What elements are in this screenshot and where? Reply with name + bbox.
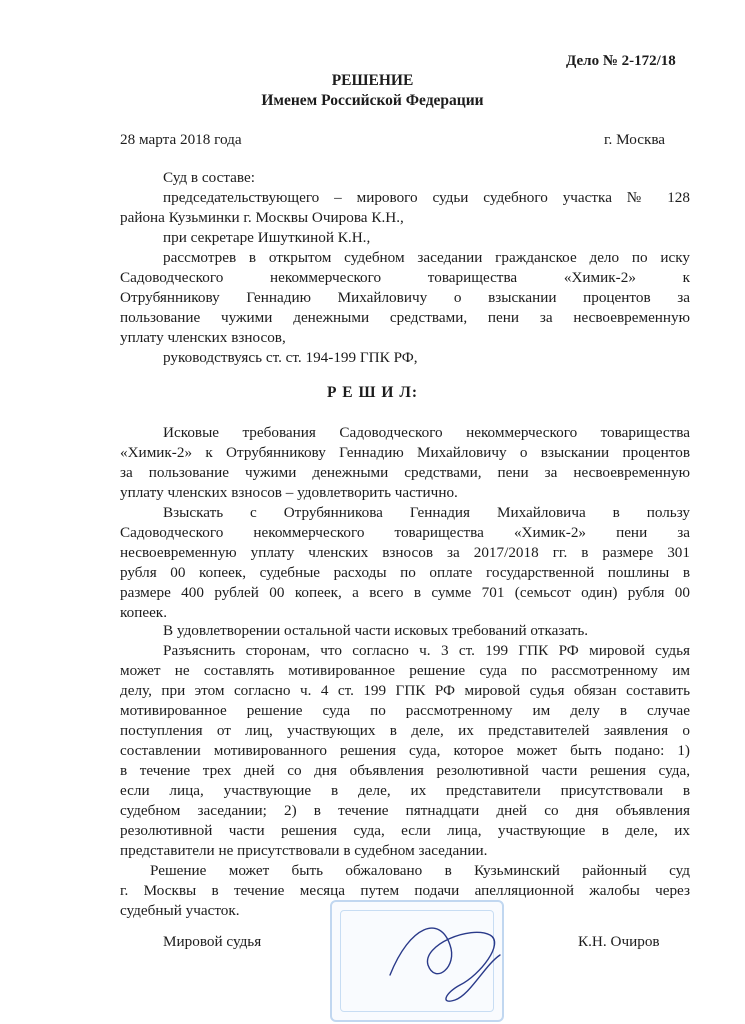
paragraph-line: г. Москвы в течение месяца путем подачи апелляционной жалобы через [120, 882, 690, 899]
paragraph-line: за пользование чужими денежными средствами, пени за несвоевременную [120, 464, 690, 481]
intro-line: при секретаре Ишуткиной К.Н., [163, 229, 371, 246]
paragraph-line: судебном заседании; 2) в течение пятнадцати дней со дня объявления [120, 802, 690, 819]
paragraph-line: Разъяснить сторонам, что согласно ч. 3 ст. 199 ГПК РФ мировой судья [163, 642, 690, 659]
paragraph-line: Решение может быть обжаловано в Кузьминский районный суд [150, 862, 690, 879]
paragraph-line: в течение трех дней со дня объявления резолютивной части решения суда, [120, 762, 690, 779]
paragraph-line: представители не присутствовали в судебном заседании. [120, 842, 488, 859]
document-subtitle: Именем Российской Федерации [261, 92, 484, 109]
judge-title: Мировой судья [163, 933, 262, 950]
paragraph-line: может не составлять мотивированное решение суда по рассмотренному им [120, 662, 690, 679]
paragraph-line: Взыскать с Отрубянникова Геннадия Михайловича в пользу [163, 504, 690, 521]
judge-name: К.Н. Очиров [578, 933, 660, 950]
paragraph-line: копеек. [120, 604, 167, 621]
decided-heading: Р Е Ш И Л: [326, 384, 419, 401]
paragraph-line: Садоводческого некоммерческого товарищества «Химик-2» пени за [120, 524, 690, 541]
intro-line: председательствующего – мирового судьи судебного участка № 128 [163, 189, 690, 206]
intro-line: пользование чужими денежными средствами, пени за несвоевременную [120, 309, 690, 326]
intro-line: Садоводческого некоммерческого товарищества «Химик-2» к [120, 269, 690, 286]
paragraph-line: В удовлетворении остальной части исковых требований отказать. [163, 622, 589, 639]
intro-line: руководствуясь ст. ст. 194-199 ГПК РФ, [163, 349, 418, 366]
paragraph-line: мотивированное решение суда по рассмотренному им делу в случае [120, 702, 690, 719]
intro-line: Суд в составе: [163, 169, 255, 186]
case-number: Дело № 2-172/18 [566, 53, 676, 69]
decision-city: г. Москва [604, 131, 666, 148]
intro-line: Отрубянникову Геннадию Михайловичу о взыскании процентов за [120, 289, 690, 306]
paragraph-line: резолютивной части решения суда, если лица, участвующие в деле, их [120, 822, 690, 839]
paragraph-line: несвоевременную уплату членских взносов за 2017/2018 гг. в размере 301 [120, 544, 690, 561]
paragraph-line: если лица, участвующие в деле, их представители присутствовали в [120, 782, 690, 799]
paragraph-line: судебный участок. [120, 902, 240, 919]
intro-line: рассмотрев в открытом судебном заседании гражданское дело по иску [163, 249, 690, 266]
intro-line: района Кузьминки г. Москвы Очирова К.Н., [120, 209, 404, 226]
paragraph-line: Исковые требования Садоводческого некоммерческого товарищества [163, 424, 690, 441]
paragraph-line: размере 400 рублей 00 копеек, а всего в сумме 701 (семьсот один) рубля 00 [120, 584, 690, 601]
signature-icon [380, 905, 510, 1015]
document-title: РЕШЕНИЕ [331, 72, 414, 89]
paragraph-line: рубля 00 копеек, судебные расходы по оплате государственной пошлины в [120, 564, 690, 581]
paragraph-line: составлении мотивированного решения суда, которое может быть подано: 1) [120, 742, 690, 759]
decision-date: 28 марта 2018 года [120, 131, 242, 148]
paragraph-line: уплату членских взносов – удовлетворить частично. [120, 484, 458, 501]
paragraph-line: поступления от лиц, участвующих в деле, их представителей заявления о [120, 722, 690, 739]
intro-line: уплату членских взносов, [120, 329, 286, 346]
paragraph-line: делу, при этом согласно ч. 4 ст. 199 ГПК РФ мировой судья обязан составить [120, 682, 690, 699]
paragraph-line: «Химик-2» к Отрубянникову Геннадию Михайловичу о взыскании процентов [120, 444, 690, 461]
